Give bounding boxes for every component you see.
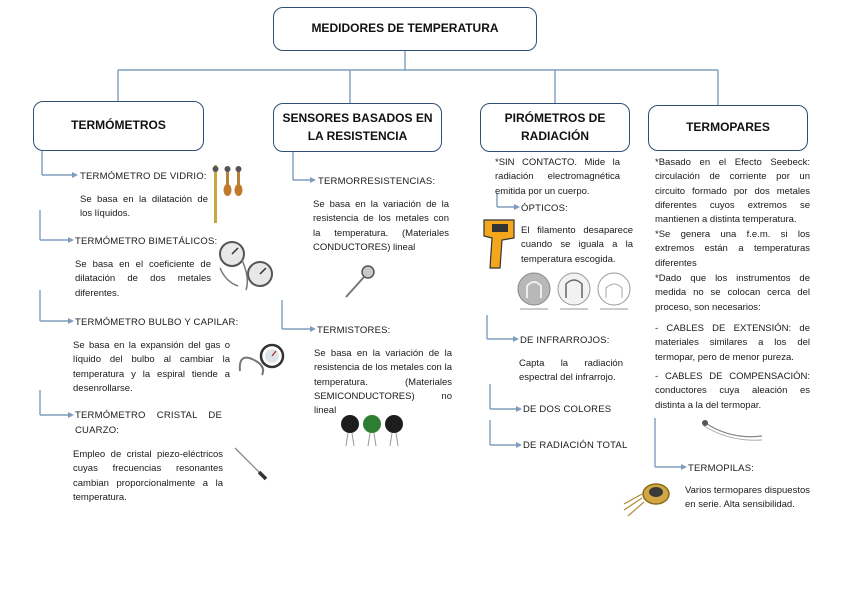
opticos-label: ÓPTICOS: xyxy=(521,203,568,214)
termopilas-text: Varios termopares dispuestos en serie. Alta sensibilidad. xyxy=(685,485,810,511)
vidrio-label: TERMÓMETRO DE VIDRIO: xyxy=(80,171,207,182)
pirometros-box xyxy=(480,103,630,152)
infrared-gun-icon xyxy=(482,218,518,270)
termorresistencias-text: Se basa en la variación de la resistencia de los metales con la temperatura. (Materiales CONDUCTORES) lineal xyxy=(313,199,449,253)
sensores-title: SENSORES BASADOS EN LA RESISTENCIA xyxy=(282,111,433,143)
bimetalico-text: Se basa en el coeficiente de dilatación de dos metales diferentes. xyxy=(75,259,211,299)
infrarrojos-text: Capta la radiación espectral del infrarrojo. xyxy=(519,358,623,384)
bulbo-text: Se basa en la expansión del gas o líquido del bulbo al cambiar la temperatura y la espiral tiende a desenrollarse. xyxy=(73,340,230,394)
rtd-probe-icon xyxy=(340,263,380,301)
filament-diagram-icon xyxy=(514,270,634,316)
termopares-p1: *Basado en el Efecto Seebeck: circulación de corriente por un circuito formado por dos metales diferentes cuyos extremos se mantienen a distinta temperatura. xyxy=(655,157,810,225)
glass-thermometer-icon xyxy=(210,165,246,227)
cuarzo-label: TERMÓMETRO CRISTAL DE CUARZO: xyxy=(75,410,222,436)
termopares-p2: *Se genera una f.e.m. si los extremos están a temperaturas diferentes xyxy=(655,229,810,269)
quartz-probe-icon xyxy=(233,446,273,484)
radiacion-total-label: DE RADIACIÓN TOTAL xyxy=(523,440,628,451)
thermocouple-wire-icon xyxy=(700,414,766,444)
thermistor-icon xyxy=(336,412,408,448)
termometros-box xyxy=(33,101,204,151)
termopares-p4: - CABLES DE EXTENSIÓN: de materiales similares a los del termopar, pero de menor pureza. xyxy=(655,323,810,363)
termopares-title: TERMOPARES xyxy=(686,120,770,135)
termistores-text: Se basa en la variación de la resistencia de los metales con la temperatura. (Materiales SEMICONDUCTORES) no lineal xyxy=(314,348,452,416)
root-title: MEDIDORES DE TEMPERATURA xyxy=(311,21,499,36)
termopares-p5: - CABLES DE COMPENSACIÓN: conductores cuya aleación es distinta a la del termopar. xyxy=(655,371,810,411)
thermopile-icon xyxy=(620,480,672,520)
termopares-p3: *Dado que los instrumentos de medida no se colocan cerca del proceso, son necesarios: xyxy=(655,273,810,313)
termorresistencias-label: TERMORRESISTENCIAS: xyxy=(318,176,436,187)
bulbo-label: TERMÓMETRO BULBO Y CAPILAR: xyxy=(75,317,239,328)
pirometros-title: PIRÓMETROS DE RADIACIÓN xyxy=(504,111,606,143)
termopares-box xyxy=(648,105,808,151)
termopilas-label: TERMOPILAS: xyxy=(688,463,755,474)
dos-colores-label: DE DOS COLORES xyxy=(523,404,612,415)
opticos-text: El filamento desaparece cuando se iguala a la temperatura escogida. xyxy=(521,225,633,265)
bimetallic-gauge-icon xyxy=(216,238,276,294)
pirometros-intro: *SIN CONTACTO. Mide la radiación electromagnética emitida por un cuerpo. xyxy=(495,157,620,197)
bulb-capillary-gauge-icon xyxy=(236,341,286,379)
termometros-title: TERMÓMETROS xyxy=(71,118,166,133)
cuarzo-text: Empleo de cristal piezo-eléctricos cuyas frecuencias resonantes cambian proporcionalmente a la temperatura. xyxy=(73,449,223,503)
sensores-box xyxy=(273,103,442,152)
termistores-label: TERMISTORES: xyxy=(317,325,391,336)
infrarrojos-label: DE INFRARROJOS: xyxy=(520,335,610,346)
vidrio-text: Se basa en la dilatación de los líquidos. xyxy=(80,194,208,220)
bimetalico-label: TERMÓMETRO BIMETÁLICOS: xyxy=(75,236,218,247)
root-box xyxy=(273,7,537,51)
